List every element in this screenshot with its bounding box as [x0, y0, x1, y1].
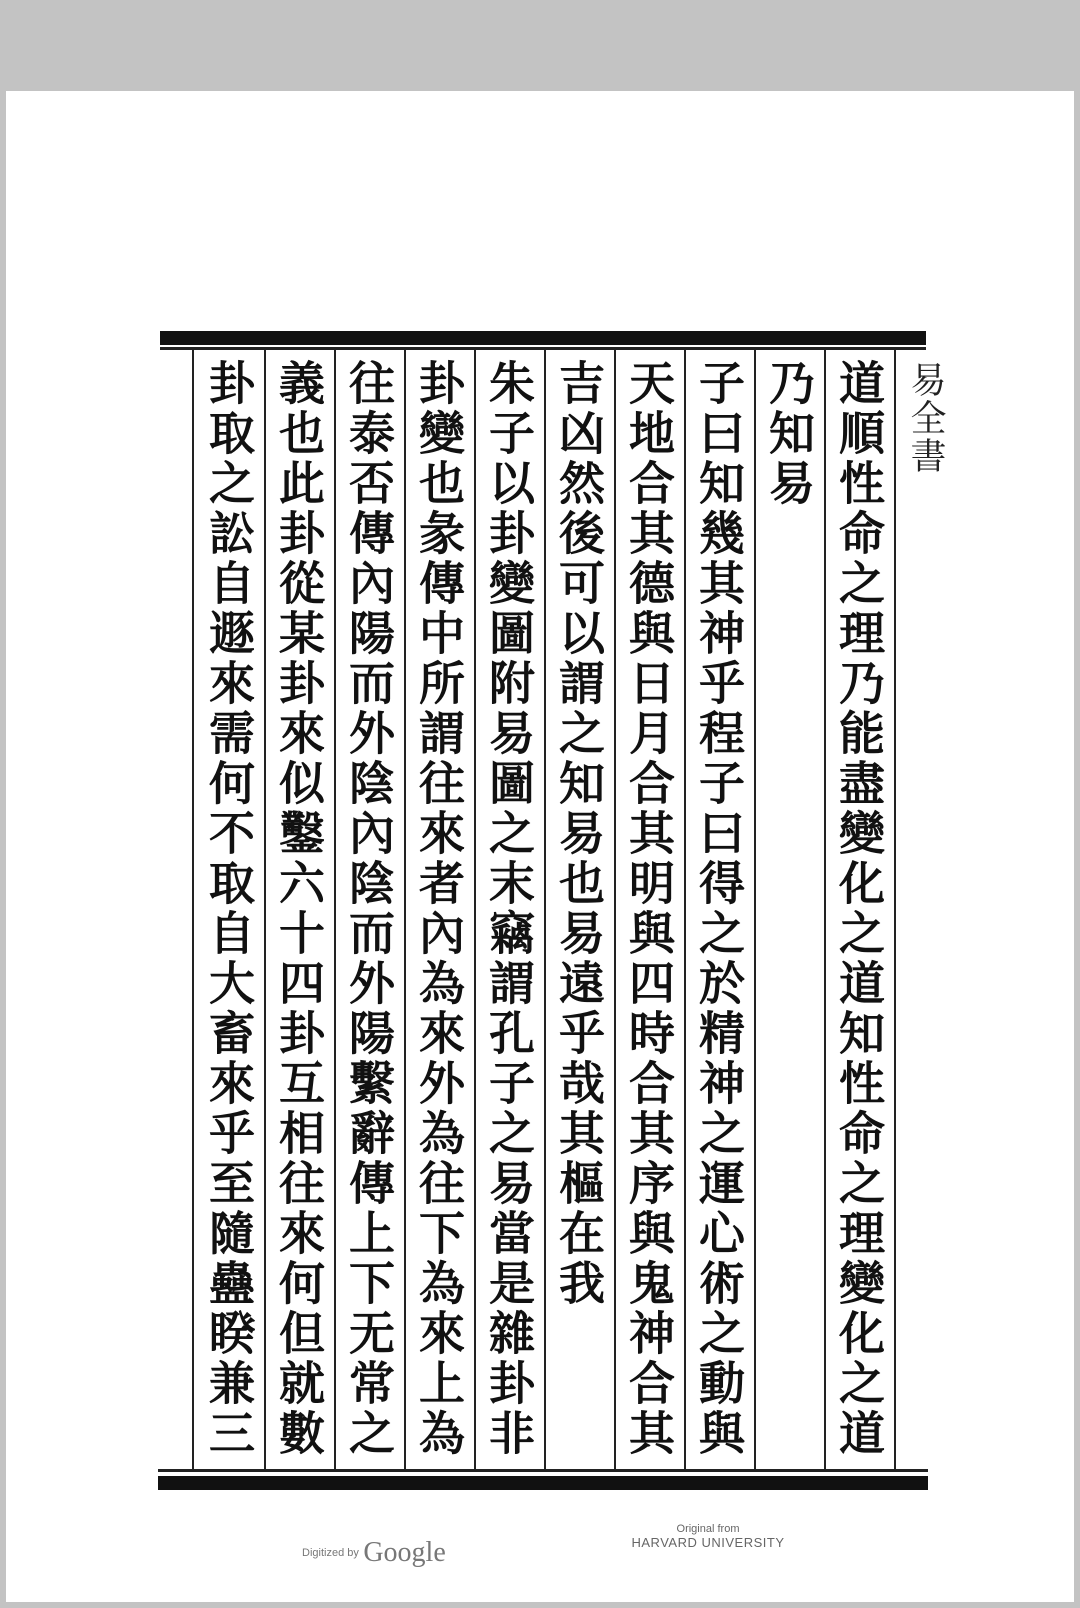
original-from-label: Original from	[676, 1523, 740, 1535]
column-text: 子曰知幾其神乎程子曰得之於精神之運心術之動與	[692, 359, 746, 1459]
text-column-4	[614, 349, 686, 1471]
scanned-page	[6, 91, 1074, 1602]
text-column-8	[334, 349, 406, 1471]
column-text: 乃知易	[762, 359, 816, 509]
institution-label: HARVARD UNIVERSITY	[631, 1535, 785, 1550]
text-column-1	[824, 349, 896, 1471]
page-bottom-rule	[158, 1469, 928, 1472]
text-column-7	[404, 349, 476, 1471]
text-column-3	[684, 349, 756, 1471]
column-text: 吉凶然後可以謂之知易也易遠乎哉其樞在我	[552, 359, 606, 1309]
text-column-6	[474, 349, 546, 1471]
original-from-watermark	[628, 1523, 788, 1550]
column-text: 卦變也彖傳中所謂往來者內為來外為往下為來上為	[412, 359, 466, 1459]
margin-fragment: 易全書	[905, 361, 946, 475]
column-text: 道順性命之理乃能盡變化之道知性命之理變化之道	[832, 359, 886, 1459]
page-bottom-border	[158, 1476, 928, 1490]
digitized-by-label: Digitized by	[302, 1547, 359, 1559]
page-top-border	[160, 331, 926, 345]
column-text: 往泰否傳內陽而外陰內陰而外陽繫辭傳上下无常之	[342, 359, 396, 1459]
text-column-2	[754, 349, 826, 1471]
column-text: 卦取之訟自遯來需何不取自大畜來乎至隨蠱睽兼三	[202, 359, 256, 1459]
text-block	[164, 349, 924, 1471]
text-column-5	[544, 349, 616, 1471]
column-text: 朱子以卦變圖附易圖之末竊謂孔子之易當是雜卦非	[482, 359, 536, 1459]
text-column-10	[194, 349, 266, 1471]
column-text: 天地合其德與日月合其明與四時合其序與鬼神合其	[622, 359, 676, 1459]
column-text: 義也此卦從某卦來似鑿六十四卦互相往來何但就數	[272, 359, 326, 1459]
digitized-by-watermark	[302, 1537, 446, 1569]
text-column-9	[264, 349, 336, 1471]
google-logo: Google	[363, 1537, 446, 1568]
left-margin-rule	[164, 349, 194, 1471]
